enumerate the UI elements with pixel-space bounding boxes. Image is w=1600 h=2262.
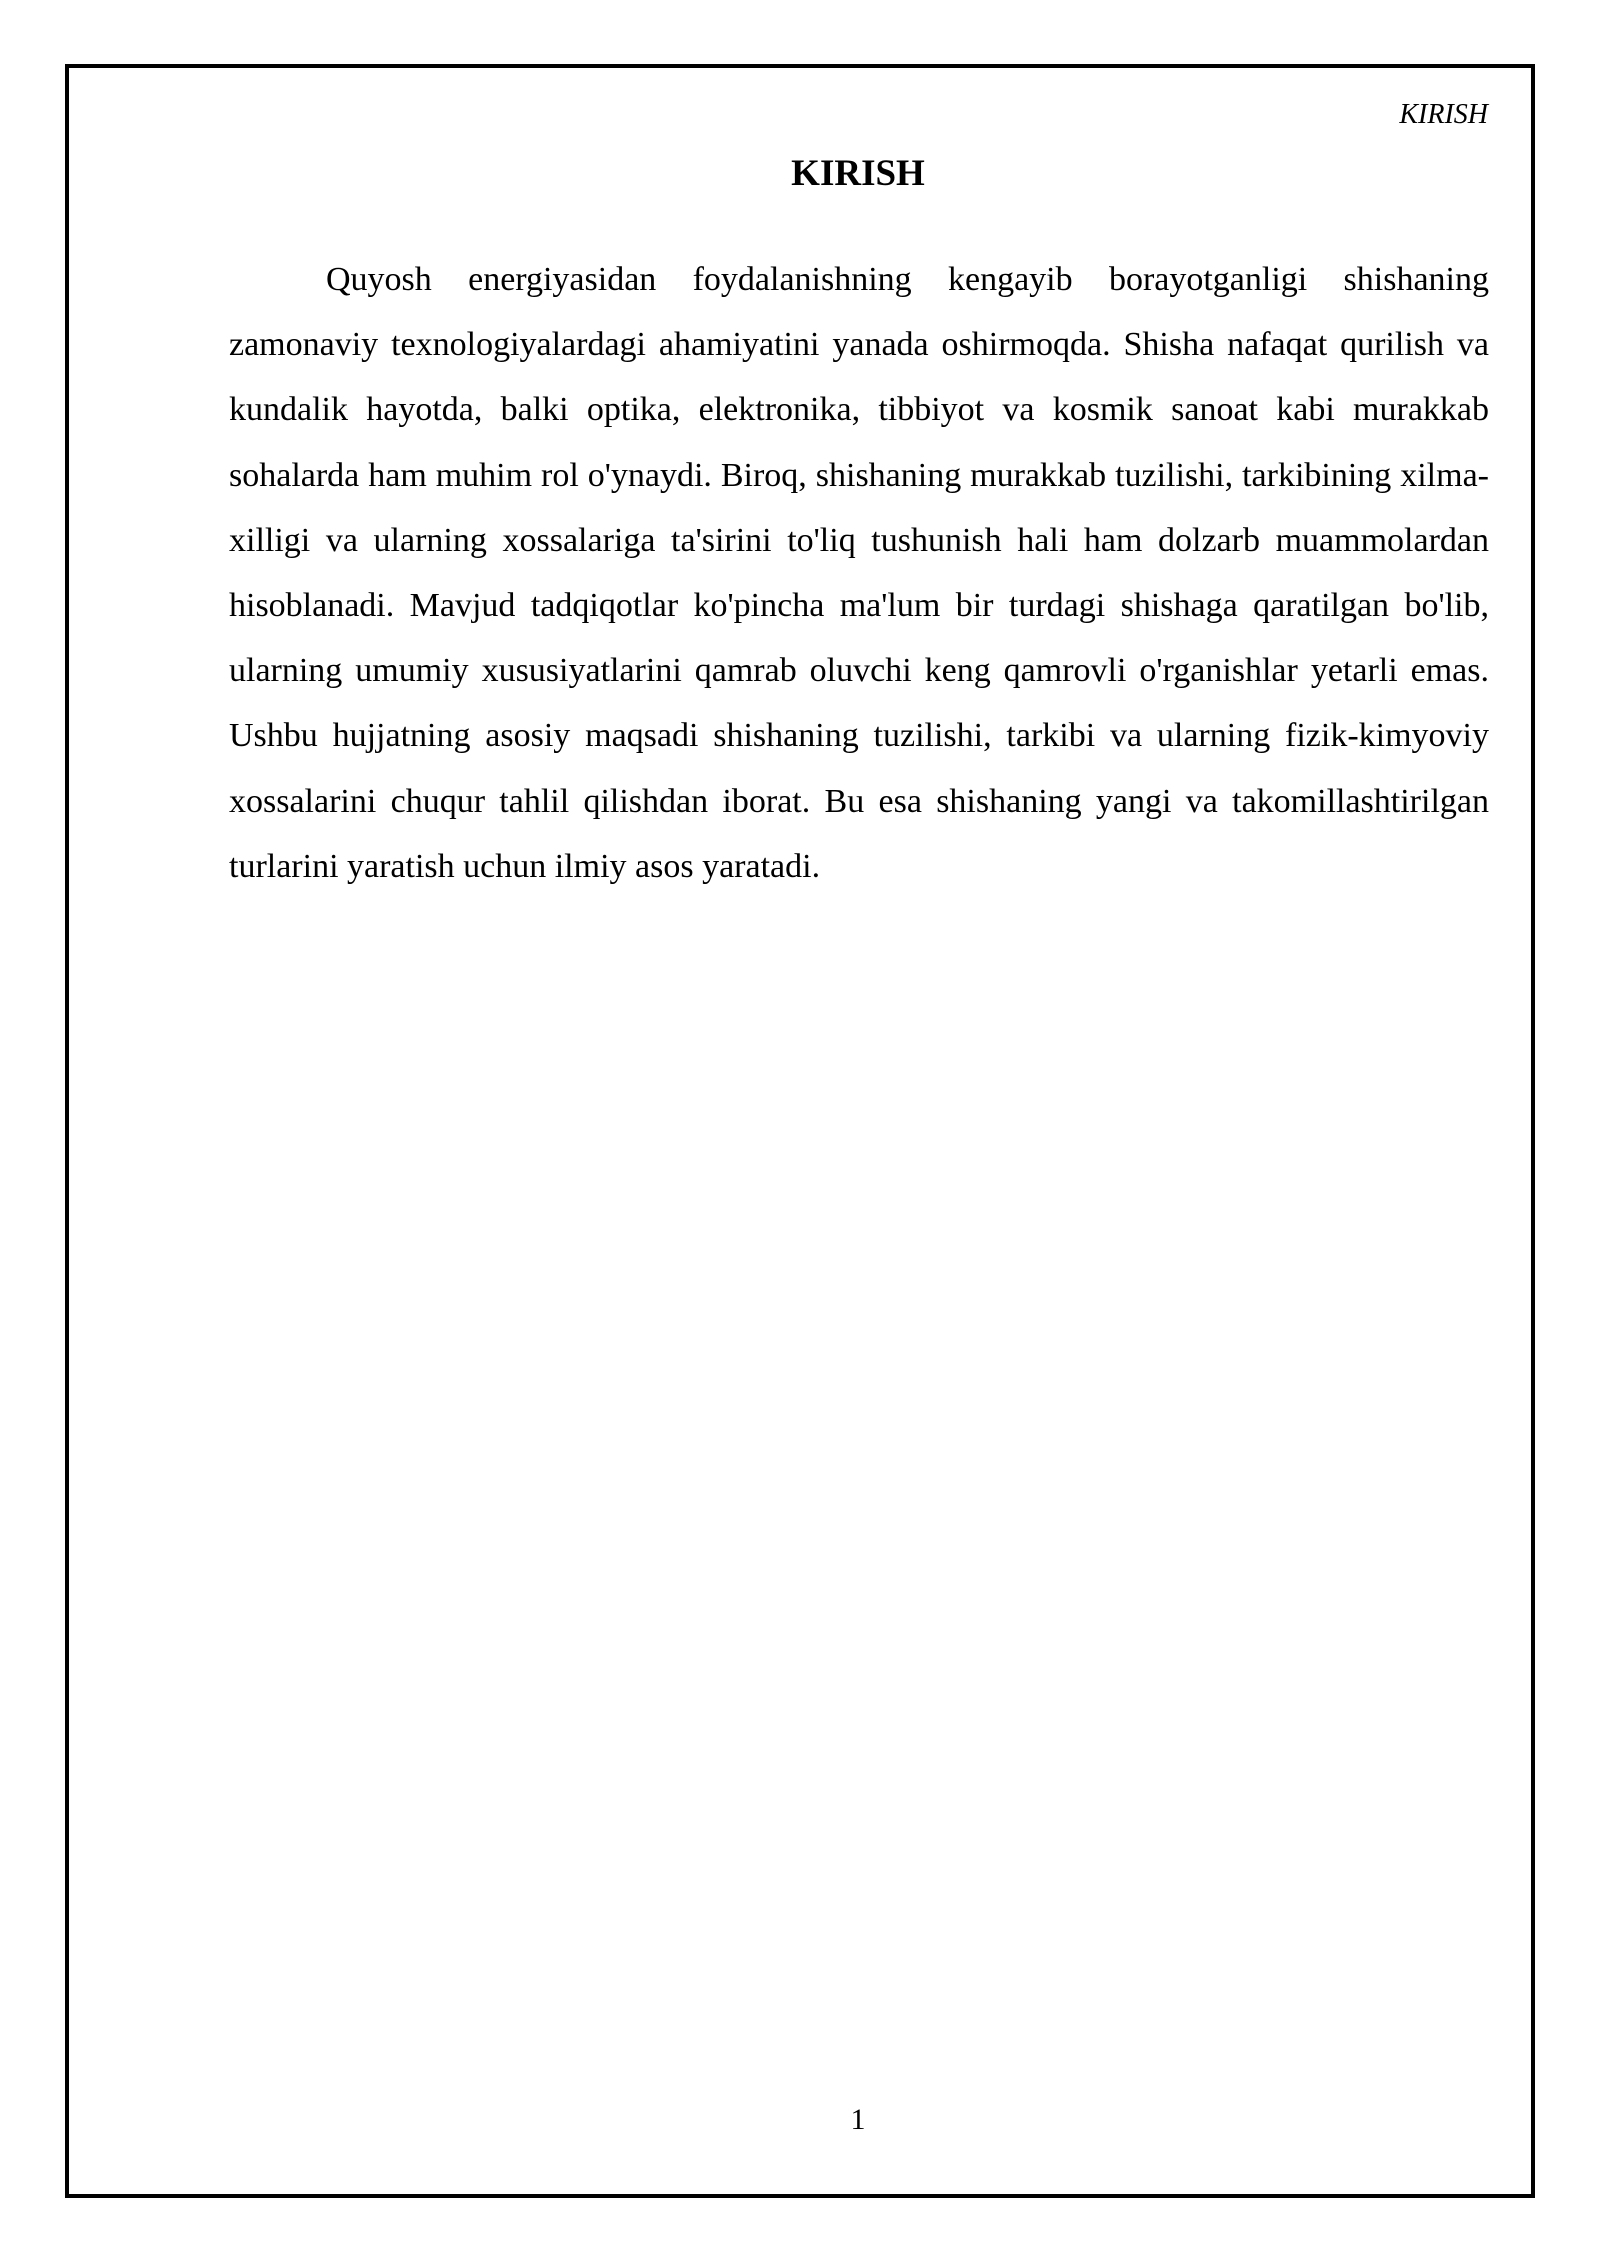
section-title: KIRISH xyxy=(791,153,925,194)
page-number: 1 xyxy=(850,2103,866,2136)
body-paragraph: Quyosh energiyasidan foydalanishning kengayib borayotganligi shishaning zamonaviy texnologiyalardagi ahamiyatini yanada oshirmoqda. Shisha nafaqat qurilish va kundalik hayotda, balki optika, elektronika, tibbiyot va kosmik sanoat kabi murakkab sohalarda ham muhim rol o'ynaydi. Biroq, shishaning murakkab tuzilishi, tarkibining xilma-xilligi va ularning xossalariga ta'sirini to'liq tushunish hali ham dolzarb muammolardan hisoblanadi. Mavjud tadqiqotlar ko'pincha ma'lum bir turdagi shishaga qaratilgan bo'lib, ularning umumiy xususiyatlarini qamrab oluvchi keng qamrovli o'rganishlar yetarli emas. Ushbu hujjatning asosiy maqsadi shishaning tuzilishi, tarkibi va ularning fizik-kimyoviy xossalarini chuqur tahlil qilishdan iborat. Bu esa shishaning yangi va takomillashtirilgan turlarini yaratish uchun ilmiy asos yaratadi. xyxy=(229,261,1489,885)
running-header: KIRISH xyxy=(1399,99,1488,130)
